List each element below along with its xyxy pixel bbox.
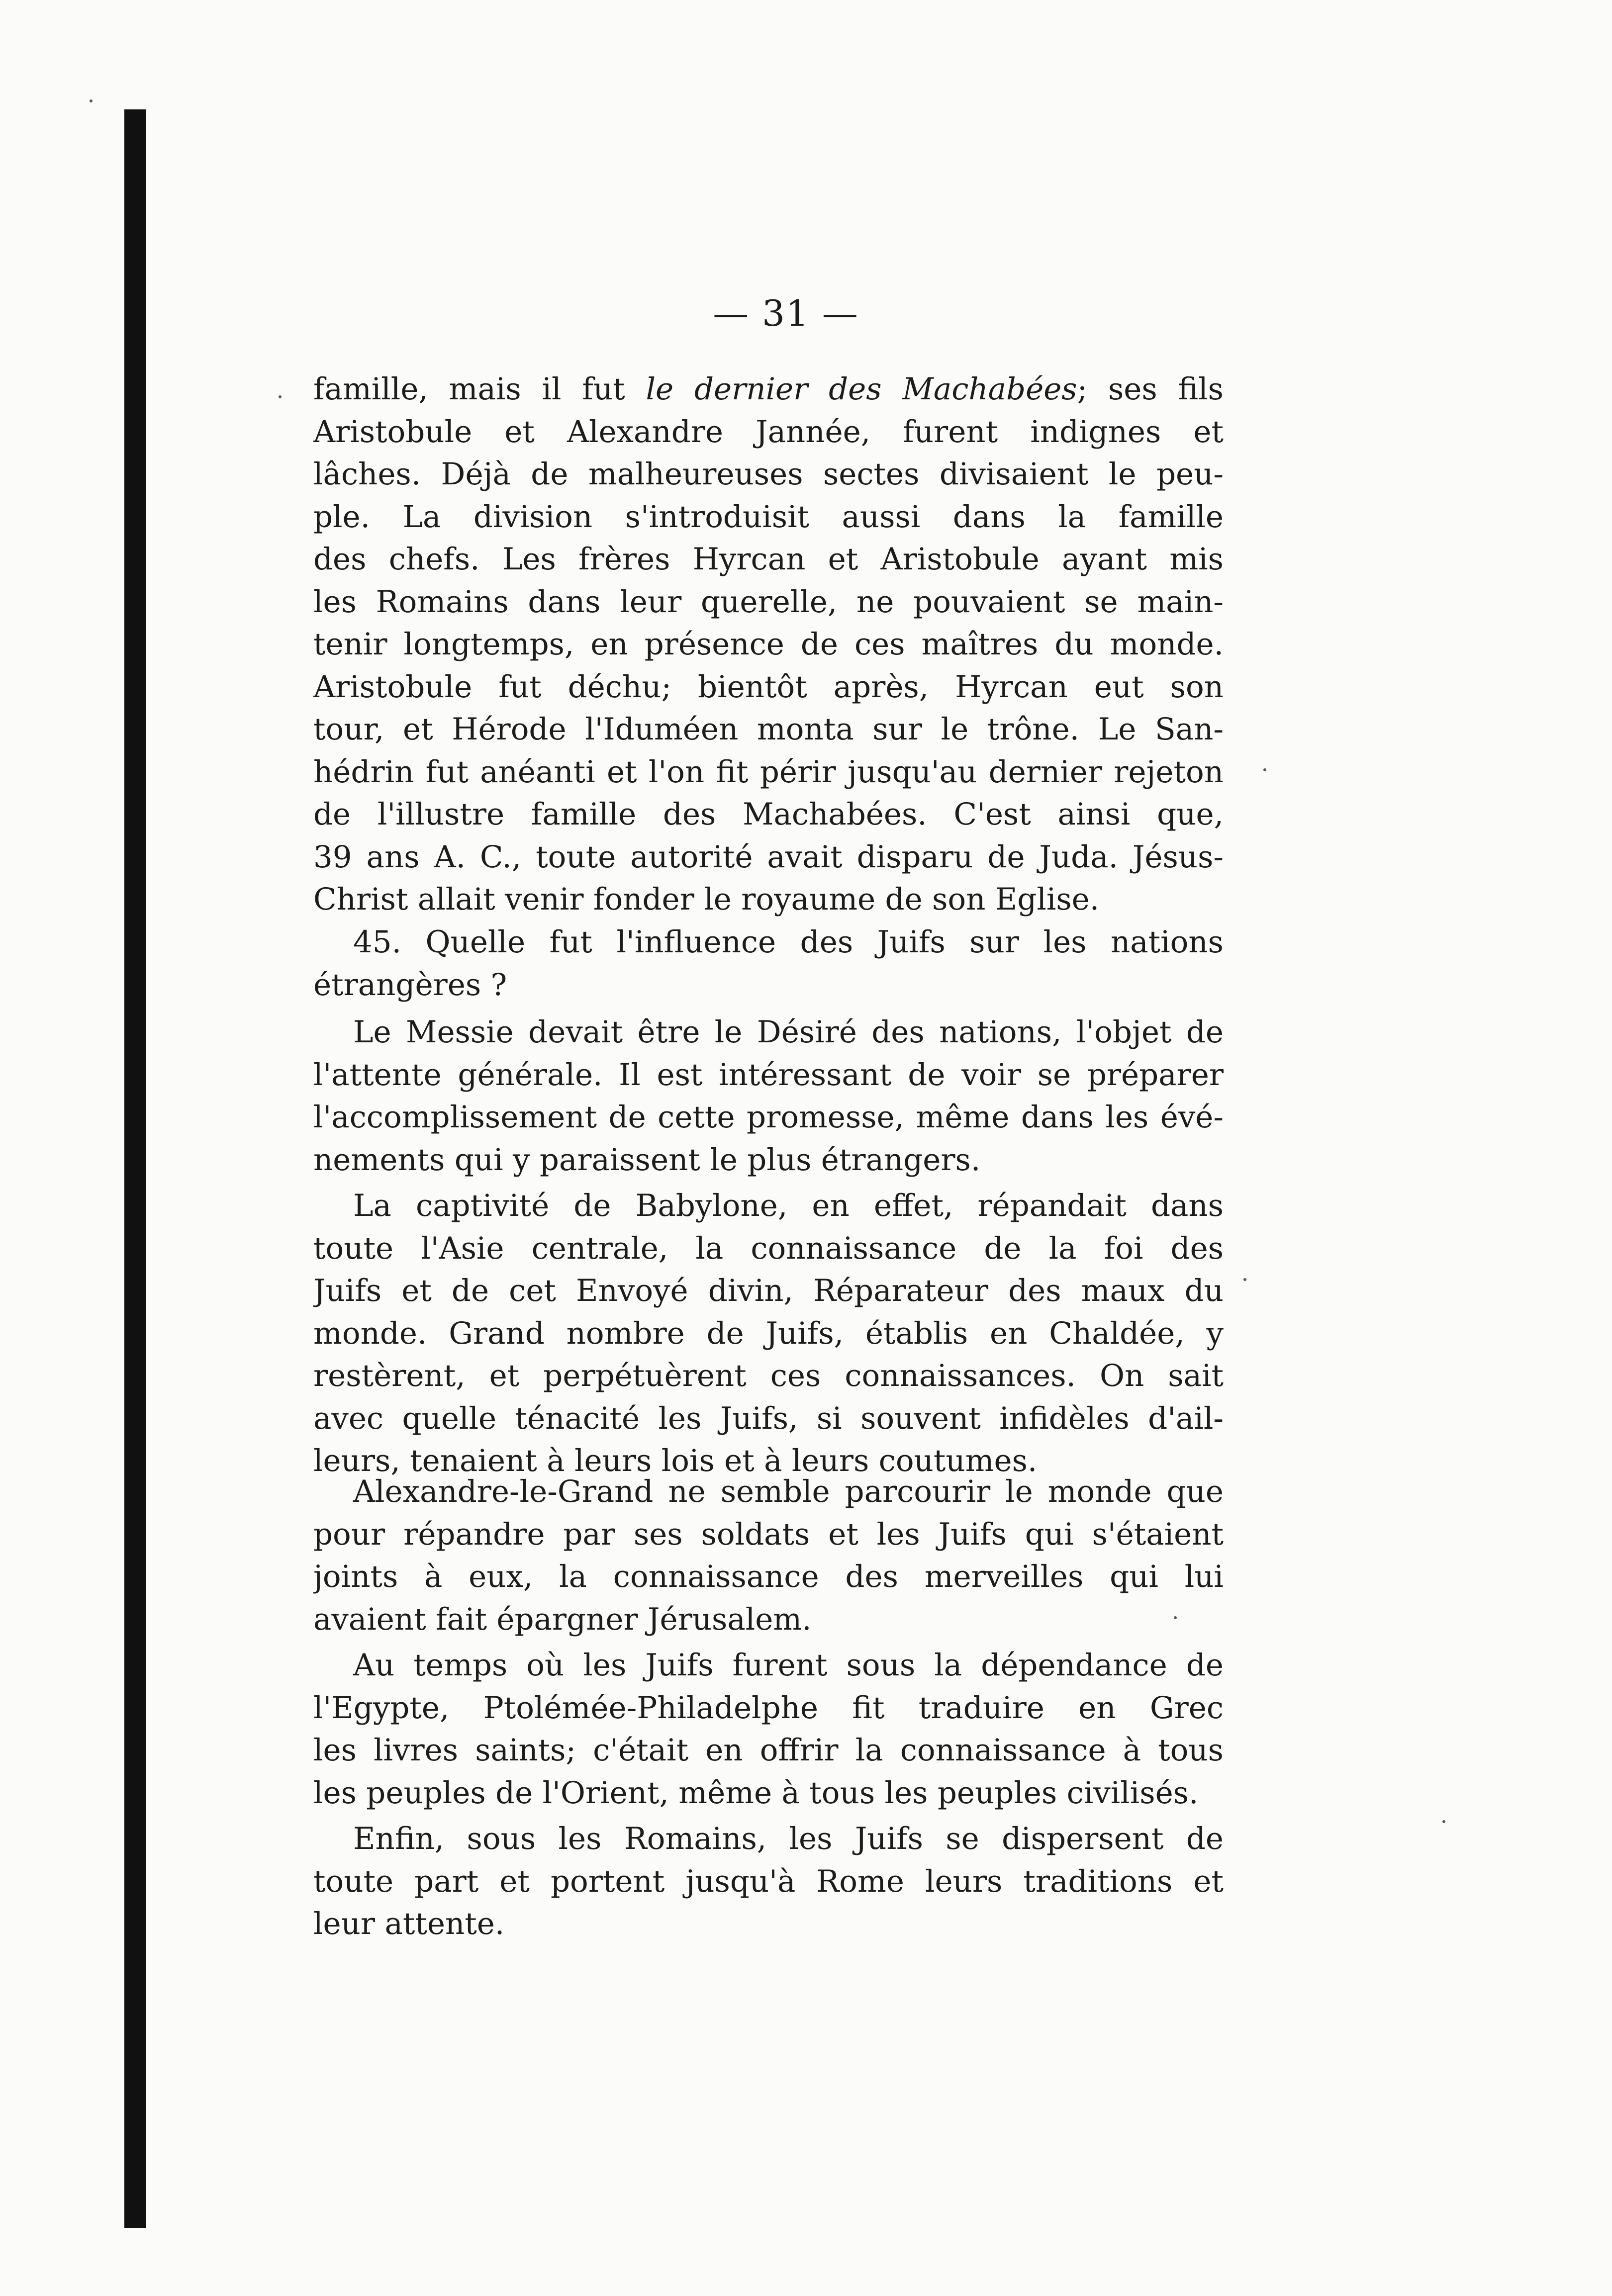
print-speck — [1263, 768, 1266, 771]
text-line: lâches. Déjà de malheureuses sectes divisaient le peu- — [313, 457, 1224, 492]
text-line: monde. Grand nombre de Juifs, établis en Chaldée, y — [313, 1315, 1224, 1351]
text-line: Aristobule fut déchu; bientôt après, Hyrcan eut son — [313, 669, 1224, 705]
text-line: l'accomplissement de cette promesse, même dans les évé- — [313, 1100, 1224, 1135]
print-speck — [279, 395, 282, 398]
question-45 — [313, 921, 1224, 1006]
text-line: pour répandre par ses soldats et les Juifs qui s'étaient — [313, 1516, 1224, 1552]
paragraph-egypt — [313, 1644, 1224, 1814]
text-line: Au temps où les Juifs furent sous la dépendance de — [353, 1648, 1224, 1683]
page-number: — 31 — — [713, 292, 859, 334]
text-line: famille, mais il fut le dernier des Machabées; ses fils — [313, 371, 1224, 407]
text-line: les peuples de l'Orient, même à tous les peuples civilisés. — [313, 1775, 1199, 1811]
print-speck — [1442, 1820, 1445, 1823]
text-line: Juifs et de cet Envoyé divin, Réparateur des maux du — [313, 1273, 1224, 1308]
text-line: des chefs. Les frères Hyrcan et Aristobule ayant mis — [313, 542, 1224, 577]
text-line: leur attente. — [313, 1906, 505, 1941]
text-line: joints à eux, la connaissance des merveilles qui lui — [313, 1559, 1224, 1594]
text-line: avaient fait épargner Jérusalem. — [313, 1601, 812, 1637]
text-line: avec quelle ténacité les Juifs, si souvent infidèles d'ail- — [313, 1400, 1224, 1436]
text-line: Alexandre-le-Grand ne semble parcourir le monde que — [353, 1474, 1224, 1509]
text-line: nements qui y paraissent le plus étrangers. — [313, 1142, 981, 1178]
paragraph-babylon — [313, 1185, 1224, 1482]
paragraph-alexander — [313, 1470, 1224, 1641]
text-line: Enfin, sous les Romains, les Juifs se dispersent de — [353, 1821, 1224, 1856]
paragraph-messiah — [313, 1011, 1224, 1181]
text-line: toute part et portent jusqu'à Rome leurs traditions et — [313, 1863, 1224, 1899]
paragraph-romans — [313, 1818, 1224, 1945]
text-line: 45. Quelle fut l'influence des Juifs sur les nations — [353, 924, 1224, 960]
text-line: Le Messie devait être le Désiré des nations, l'objet de — [353, 1014, 1224, 1050]
text-line: de l'illustre famille des Machabées. C'est ainsi que, — [313, 797, 1224, 832]
text-line: 39 ans A. C., toute autorité avait disparu de Juda. Jésus- — [313, 839, 1224, 875]
paragraph-continuation — [313, 368, 1224, 921]
text-line: tour, et Hérode l'Iduméen monta sur le trône. Le San- — [313, 712, 1224, 747]
text-line: Aristobule et Alexandre Jannée, furent indignes et — [313, 414, 1224, 450]
text-line: Christ allait venir fonder le royaume de son Eglise. — [313, 882, 1100, 917]
text-line: étrangères ? — [313, 967, 507, 1003]
text-line: restèrent, et perpétuèrent ces connaissances. On sait — [313, 1358, 1224, 1393]
text-line: toute l'Asie centrale, la connaissance de la foi des — [313, 1230, 1224, 1266]
text-line: l'attente générale. Il est intéressant de voir se préparer — [313, 1057, 1224, 1093]
text-line: ple. La division s'introduisit aussi dans la famille — [313, 499, 1224, 535]
text-line: La captivité de Babylone, en effet, répandait dans — [353, 1188, 1224, 1223]
text-line: leurs, tenaient à leurs lois et à leurs coutumes. — [313, 1443, 1038, 1478]
print-speck — [1174, 1616, 1177, 1619]
text-line: tenir longtemps, en présence de ces maîtres du monde. — [313, 627, 1224, 662]
text-line: les livres saints; c'était en offrir la connaissance à tous — [313, 1733, 1224, 1768]
text-line: hédrin fut anéanti et l'on fit périr jusqu'au dernier rejeton — [313, 754, 1224, 790]
print-speck — [1243, 1278, 1246, 1281]
text-line: les Romains dans leur querelle, ne pouvaient se main- — [313, 584, 1224, 620]
text-line: l'Egypte, Ptolémée-Philadelphe fit traduire en Grec — [313, 1690, 1224, 1726]
print-speck — [90, 99, 93, 102]
binding-edge — [124, 109, 146, 2228]
